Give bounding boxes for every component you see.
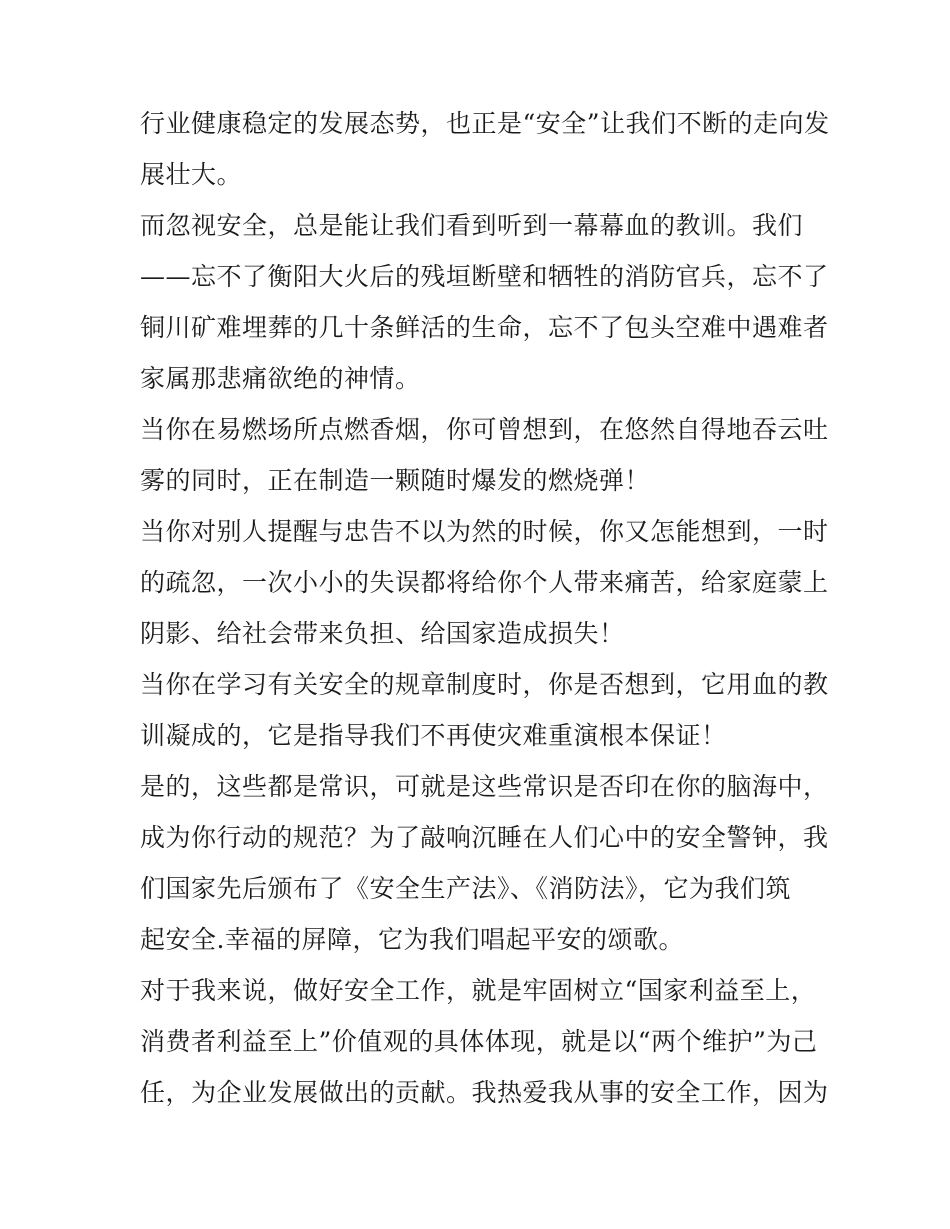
text-line: 展壮大。 [140,160,243,189]
body-text [140,98,830,1118]
text-line: 而忽视安全，总是能让我们看到听到一幕幕血的教训。我们 [140,211,804,240]
text-line: 家属那悲痛欲绝的神情。 [140,364,421,393]
text-line: 的疏忽，一次小小的失误都将给你个人带来痛苦，给家庭蒙上 [140,568,829,597]
text-line: 阴影、给社会带来负担、给国家造成损失！ [140,619,625,648]
text-line: 铜川矿难埋葬的几十条鲜活的生命，忘不了包头空难中遇难者 [140,313,829,342]
text-line: 当你对别人提醒与忠告不以为然的时候，你又怎能想到，一时 [140,517,829,546]
text-line: 任，为企业发展做出的贡献。我热爱我从事的安全工作，因为 [140,1078,829,1107]
text-line: 当你在学习有关安全的规章制度时，你是否想到，它用血的教 [140,670,829,699]
text-line: 对于我来说，做好安全工作，就是牢固树立“国家利益至上， [140,976,817,1005]
text-line: 行业健康稳定的发展态势，也正是“安全”让我们不断的走向发 [140,109,830,138]
text-line: ——忘不了衡阳大火后的残垣断壁和牺牲的消防官兵，忘不了 [140,262,829,291]
text-line: 成为你行动的规范？为了敲响沉睡在人们心中的安全警钟，我 [140,823,829,852]
text-line: 起安全.幸福的屏障，它为我们唱起平安的颂歌。 [140,925,684,954]
text-line: 雾的同时，正在制造一颗随时爆发的燃烧弹！ [140,466,651,495]
text-line: 当你在易燃场所点燃香烟，你可曾想到，在悠然自得地吞云吐 [140,415,829,444]
text-line: 消费者利益至上”价值观的具体体现，就是以“两个维护”为己 [140,1027,818,1056]
text-line: 训凝成的，它是指导我们不再使灾难重演根本保证！ [140,721,727,750]
text-line: 是的，这些都是常识，可就是这些常识是否印在你的脑海中， [140,772,829,801]
text-line: 们国家先后颁布了《安全生产法》、《消防法》，它为我们筑 [140,874,792,903]
